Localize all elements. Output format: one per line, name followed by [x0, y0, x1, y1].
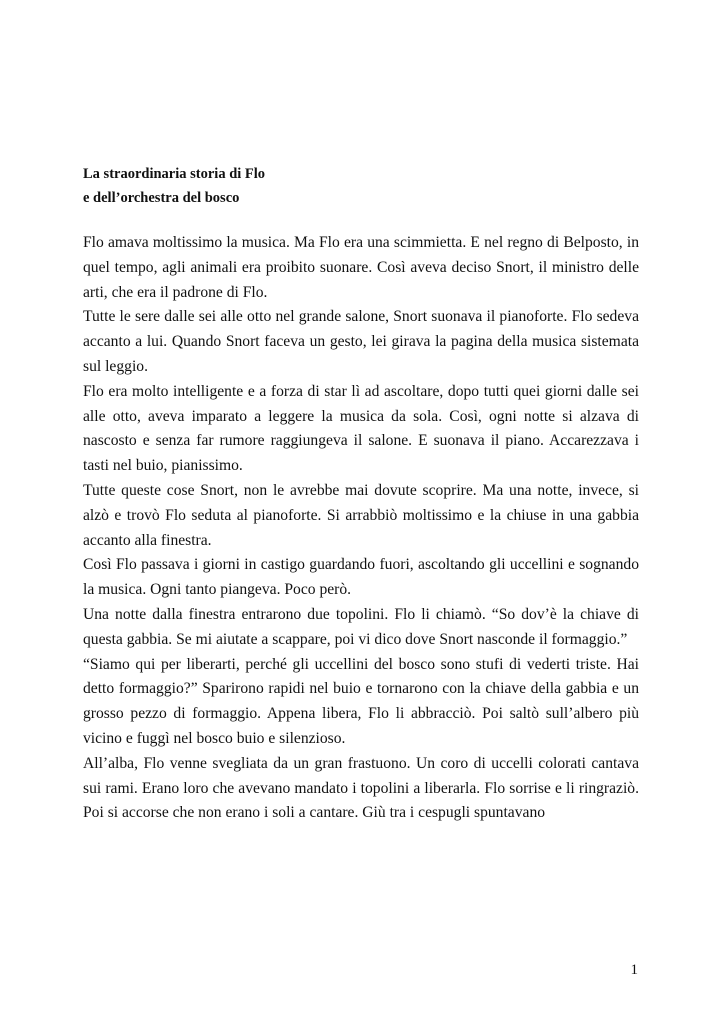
paragraph: “Siamo qui per liberarti, perché gli uccellini del bosco sono stufi di vederti triste. Hai detto formaggio?” Sparirono rapidi nel buio e tornarono con la chiave della gabbia e un grosso pezzo di formaggio. Appena libera, Flo li abbracciò. Poi saltò sull’albero più vicino e fuggì nel bosco buio e silenzioso. [83, 655, 639, 747]
paragraph: Così Flo passava i giorni in castigo guardando fuori, ascoltando gli uccellini e sognando la musica. Ogni tanto piangeva. Poco però. [83, 556, 639, 599]
story-title [83, 162, 643, 210]
paragraph: Tutte queste cose Snort, non le avrebbe mai dovute scoprire. Ma una notte, invece, si alzò e trovò Flo seduta al pianoforte. Si arrabbiò moltissimo e la chiuse in una gabbia accanto alla finestra. [83, 481, 639, 549]
page-number: 1 [630, 962, 638, 978]
paragraph: All’alba, Flo venne svegliata da un gran frastuono. Un coro di uccelli colorati cantava sui rami. Erano loro che avevano mandato i topolini a liberarla. Flo sorrise e li ringraziò. Poi si accorse che non erano i soli a cantare. Giù tra i cespugli spuntavano [83, 754, 639, 822]
paragraph: Flo era molto intelligente e a forza di star lì ad ascoltare, dopo tutti quei giorni dalle sei alle otto, aveva imparato a leggere la musica da sola. Così, ogni notte si alzava di nascosto e senza far rumore raggiungeva il salone. E suonava il piano. Accarezzava i tasti nel buio, pianissimo. [83, 382, 639, 475]
paragraph: Flo amava moltissimo la musica. Ma Flo era una scimmietta. E nel regno di Belposto, in quel tempo, agli animali era proibito suonare. Così aveva deciso Snort, il ministro delle arti, che era il padrone di Flo. [83, 234, 639, 301]
story-body [83, 231, 639, 826]
paragraph: Tutte le sere dalle sei alle otto nel grande salone, Snort suonava il pianoforte. Flo sedeva accanto a lui. Quando Snort faceva un gesto, lei girava la pagina della musica sistemata sul leggio. [83, 308, 639, 375]
title-line-2: e dell’orchestra del bosco [83, 190, 240, 206]
title-line-1: La straordinaria storia di Flo [83, 166, 266, 182]
paragraph: Una notte dalla finestra entrarono due topolini. Flo li chiamò. “So dov’è la chiave di questa gabbia. Se mi aiutate a scappare, poi vi dico dove Snort nasconde il formaggio.” [83, 605, 639, 648]
